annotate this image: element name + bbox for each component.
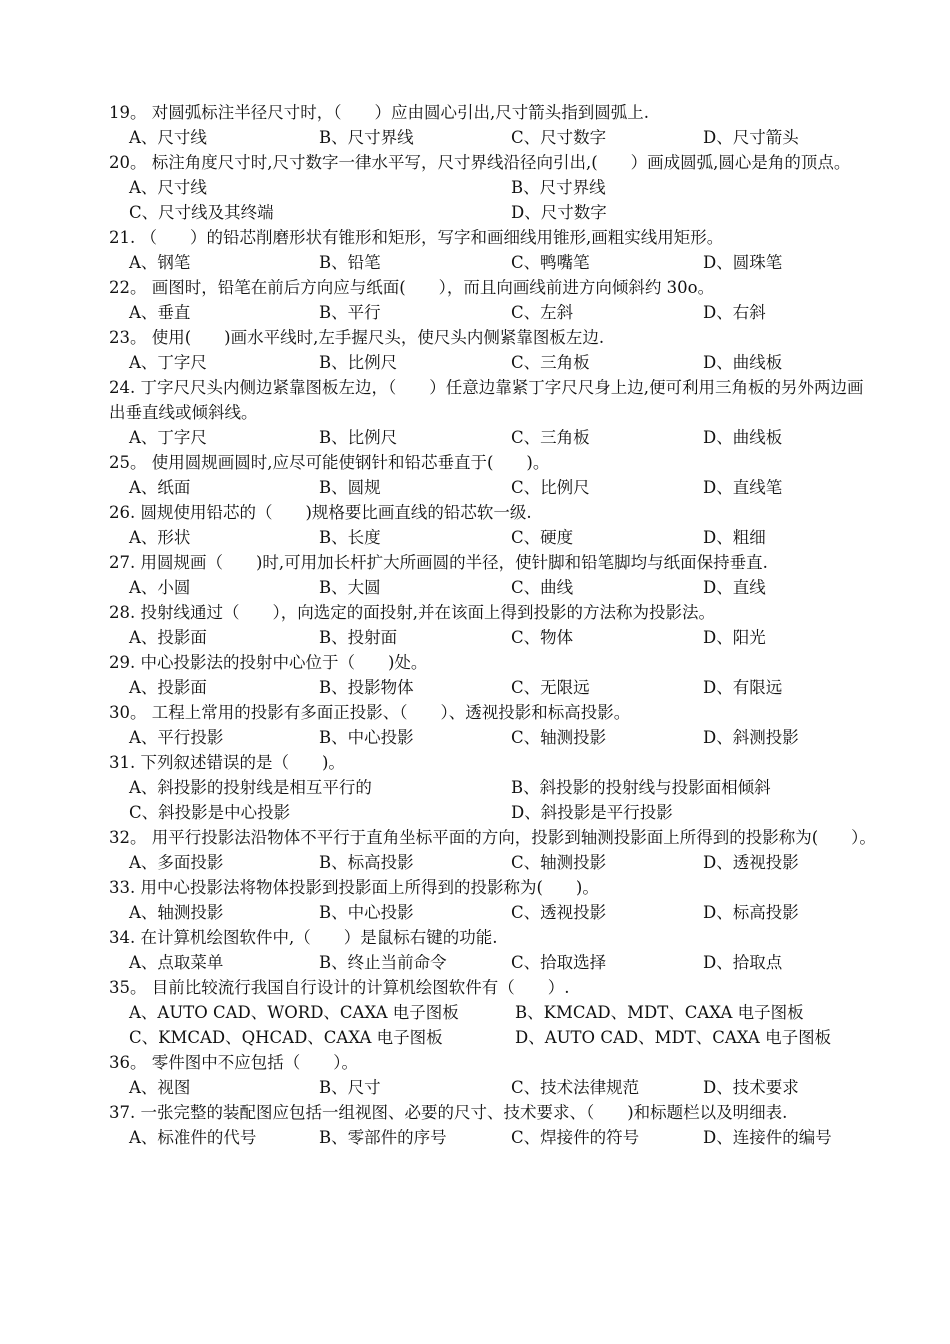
question-stem: 21. （ ）的铅芯削磨形状有锥形和矩形，写字和画细线用锥形,画粗实线用矩形。: [109, 228, 724, 247]
option-d: D、标高投影: [703, 903, 799, 922]
question-stem: 25。 使用圆规画圆时,应尽可能使钢针和铅芯垂直于( )。: [109, 453, 550, 472]
option-b: B、比例尺: [319, 428, 398, 447]
option-d: D、直线笔: [703, 478, 783, 497]
option-c: C、透视投影: [511, 903, 607, 922]
options-row: [109, 425, 879, 450]
question-item: [109, 650, 879, 700]
question-stem: 27. 用圆规画（ )时,可用加长杆扩大所画圆的半径，使针脚和铅笔脚均与纸面保持垂直.: [109, 553, 768, 572]
option-a: A、丁字尺: [129, 353, 207, 372]
option-a: A、点取菜单: [129, 953, 224, 972]
option-a: A、垂直: [129, 303, 191, 322]
option-c: C、斜投影是中心投影: [129, 803, 291, 822]
option-c: C、三角板: [511, 353, 590, 372]
option-d: D、拾取点: [703, 953, 783, 972]
option-d: D、AUTO CAD、MDT、CAXA 电子图板: [515, 1028, 832, 1047]
option-b: B、斜投影的投射线与投影面相倾斜: [511, 778, 771, 797]
option-a: A、斜投影的投射线是相互平行的: [129, 778, 372, 797]
question-stem: 29. 中心投影法的投射中心位于（ )处。: [109, 653, 428, 672]
option-b: B、中心投影: [319, 728, 414, 747]
option-a: A、纸面: [129, 478, 191, 497]
option-d: D、阳光: [703, 628, 766, 647]
question-stem: 24. 丁字尺尺头内侧边紧靠图板左边，（ ）任意边靠紧丁字尺尺身上边,便可利用三角板的另外两边画出垂直线或倾斜线。: [109, 378, 864, 422]
option-c: C、KMCAD、QHCAD、CAXA 电子图板: [129, 1028, 443, 1047]
options-row: [109, 850, 879, 875]
question-item: [109, 550, 879, 600]
option-c: C、轴测投影: [511, 853, 607, 872]
option-b: B、比例尺: [319, 353, 398, 372]
option-a: A、轴测投影: [129, 903, 224, 922]
question-stem: 30。 工程上常用的投影有多面正投影、（ ）、透视投影和标高投影。: [109, 703, 631, 722]
option-b: B、终止当前命令: [319, 953, 447, 972]
question-stem: 37. 一张完整的装配图应包括一组视图、必要的尺寸、技术要求、（ )和标题栏以及明细表.: [109, 1103, 788, 1122]
options-row: [109, 1125, 879, 1150]
option-c: C、物体: [511, 628, 574, 647]
option-d: D、右斜: [703, 303, 766, 322]
option-a: A、形状: [129, 528, 191, 547]
option-b: B、平行: [319, 303, 381, 322]
question-stem: 20。 标注角度尺寸时,尺寸数字一律水平写，尺寸界线沿径向引出,( ）画成圆弧,圆心是角的顶点。: [109, 153, 851, 172]
question-item: [109, 875, 879, 925]
option-c: C、三角板: [511, 428, 590, 447]
question-item: [109, 1100, 879, 1150]
option-b: B、尺寸界线: [511, 178, 606, 197]
option-c: C、硬度: [511, 528, 574, 547]
option-d: D、有限远: [703, 678, 783, 697]
question-item: [109, 450, 879, 500]
option-a: A、尺寸线: [129, 178, 207, 197]
option-c: C、技术法律规范: [511, 1078, 640, 1097]
option-b: B、尺寸: [319, 1078, 381, 1097]
option-a: A、视图: [129, 1078, 191, 1097]
options-row: [109, 250, 879, 275]
question-stem: 23。 使用( )画水平线时,左手握尺头，使尺头内侧紧靠图板左边.: [109, 328, 605, 347]
option-d: D、直线: [703, 578, 766, 597]
option-d: D、尺寸数字: [511, 203, 607, 222]
options-row: [109, 725, 879, 750]
question-stem: 35。 目前比较流行我国自行设计的计算机绘图软件有（ ）.: [109, 978, 570, 997]
options-row: [109, 950, 879, 975]
options-row: [109, 775, 879, 800]
option-a: A、丁字尺: [129, 428, 207, 447]
option-c: C、焊接件的符号: [511, 1128, 640, 1147]
question-stem: 28. 投射线通过（ ），向选定的面投射,并在该面上得到投影的方法称为投影法。: [109, 603, 715, 622]
option-a: A、投影面: [129, 678, 207, 697]
options-row: [109, 625, 879, 650]
question-item: [109, 375, 879, 450]
question-item: [109, 600, 879, 650]
option-d: D、斜测投影: [703, 728, 799, 747]
option-d: D、技术要求: [703, 1078, 799, 1097]
option-d: D、透视投影: [703, 853, 799, 872]
option-d: D、圆珠笔: [703, 253, 783, 272]
option-a: A、钢笔: [129, 253, 191, 272]
question-list: [109, 100, 879, 1150]
options-row: [109, 900, 879, 925]
option-c: C、鸭嘴笔: [511, 253, 590, 272]
options-row: [109, 475, 879, 500]
option-c: C、尺寸线及其终端: [129, 203, 274, 222]
option-a: A、投影面: [129, 628, 207, 647]
options-row: [109, 350, 879, 375]
option-b: B、标高投影: [319, 853, 414, 872]
option-b: B、投射面: [319, 628, 398, 647]
options-row: [109, 800, 879, 825]
question-item: [109, 975, 879, 1050]
option-d: D、曲线板: [703, 428, 783, 447]
question-stem: 26. 圆规使用铅芯的（ )规格要比画直线的铅芯软一级.: [109, 503, 532, 522]
options-row: [109, 175, 879, 200]
option-c: C、轴测投影: [511, 728, 607, 747]
question-item: [109, 150, 879, 225]
option-a: A、标准件的代号: [129, 1128, 257, 1147]
option-b: B、零部件的序号: [319, 1128, 447, 1147]
question-stem: 31. 下列叙述错误的是（ )。: [109, 753, 345, 772]
option-b: B、投影物体: [319, 678, 414, 697]
option-a: A、平行投影: [129, 728, 224, 747]
option-b: B、尺寸界线: [319, 128, 414, 147]
options-row: [109, 675, 879, 700]
option-b: B、长度: [319, 528, 381, 547]
options-row: [109, 200, 879, 225]
option-c: C、拾取选择: [511, 953, 607, 972]
options-row: [109, 575, 879, 600]
question-item: [109, 925, 879, 975]
question-item: [109, 325, 879, 375]
question-stem: 36。 零件图中不应包括（ ）。: [109, 1053, 358, 1072]
question-stem: 34. 在计算机绘图软件中,（ ）是鼠标右键的功能.: [109, 928, 498, 947]
question-stem: 19。 对圆弧标注半径尺寸时，（ ）应由圆心引出,尺寸箭头指到圆弧上.: [109, 103, 649, 122]
option-b: B、大圆: [319, 578, 381, 597]
question-stem: 22。 画图时，铅笔在前后方向应与纸面( ），而且向画线前进方向倾斜约 30o。: [109, 278, 715, 297]
option-b: B、KMCAD、MDT、CAXA 电子图板: [515, 1003, 804, 1022]
question-item: [109, 700, 879, 750]
option-d: D、连接件的编号: [703, 1128, 832, 1147]
option-a: A、尺寸线: [129, 128, 207, 147]
option-d: D、曲线板: [703, 353, 783, 372]
option-b: B、圆规: [319, 478, 381, 497]
question-item: [109, 100, 879, 150]
question-item: [109, 275, 879, 325]
option-d: D、斜投影是平行投影: [511, 803, 673, 822]
option-c: C、比例尺: [511, 478, 590, 497]
options-row: [109, 1025, 879, 1050]
option-a: A、AUTO CAD、WORD、CAXA 电子图板: [129, 1003, 459, 1022]
question-item: [109, 750, 879, 825]
option-c: C、无限远: [511, 678, 590, 697]
options-row: [109, 125, 879, 150]
question-item: [109, 225, 879, 275]
option-b: B、铅笔: [319, 253, 381, 272]
option-d: D、尺寸箭头: [703, 128, 799, 147]
options-row: [109, 1075, 879, 1100]
options-row: [109, 1000, 879, 1025]
option-c: C、左斜: [511, 303, 574, 322]
question-item: [109, 1050, 879, 1100]
options-row: [109, 300, 879, 325]
option-c: C、尺寸数字: [511, 128, 607, 147]
option-d: D、粗细: [703, 528, 766, 547]
option-a: A、多面投影: [129, 853, 224, 872]
option-b: B、中心投影: [319, 903, 414, 922]
question-stem: 32。 用平行投影法沿物体不平行于直角坐标平面的方向，投影到轴测投影面上所得到的投影称为( ）。: [109, 828, 876, 847]
option-a: A、小圆: [129, 578, 191, 597]
option-c: C、曲线: [511, 578, 574, 597]
options-row: [109, 525, 879, 550]
question-stem: 33. 用中心投影法将物体投影到投影面上所得到的投影称为( )。: [109, 878, 599, 897]
question-item: [109, 825, 879, 875]
question-item: [109, 500, 879, 550]
